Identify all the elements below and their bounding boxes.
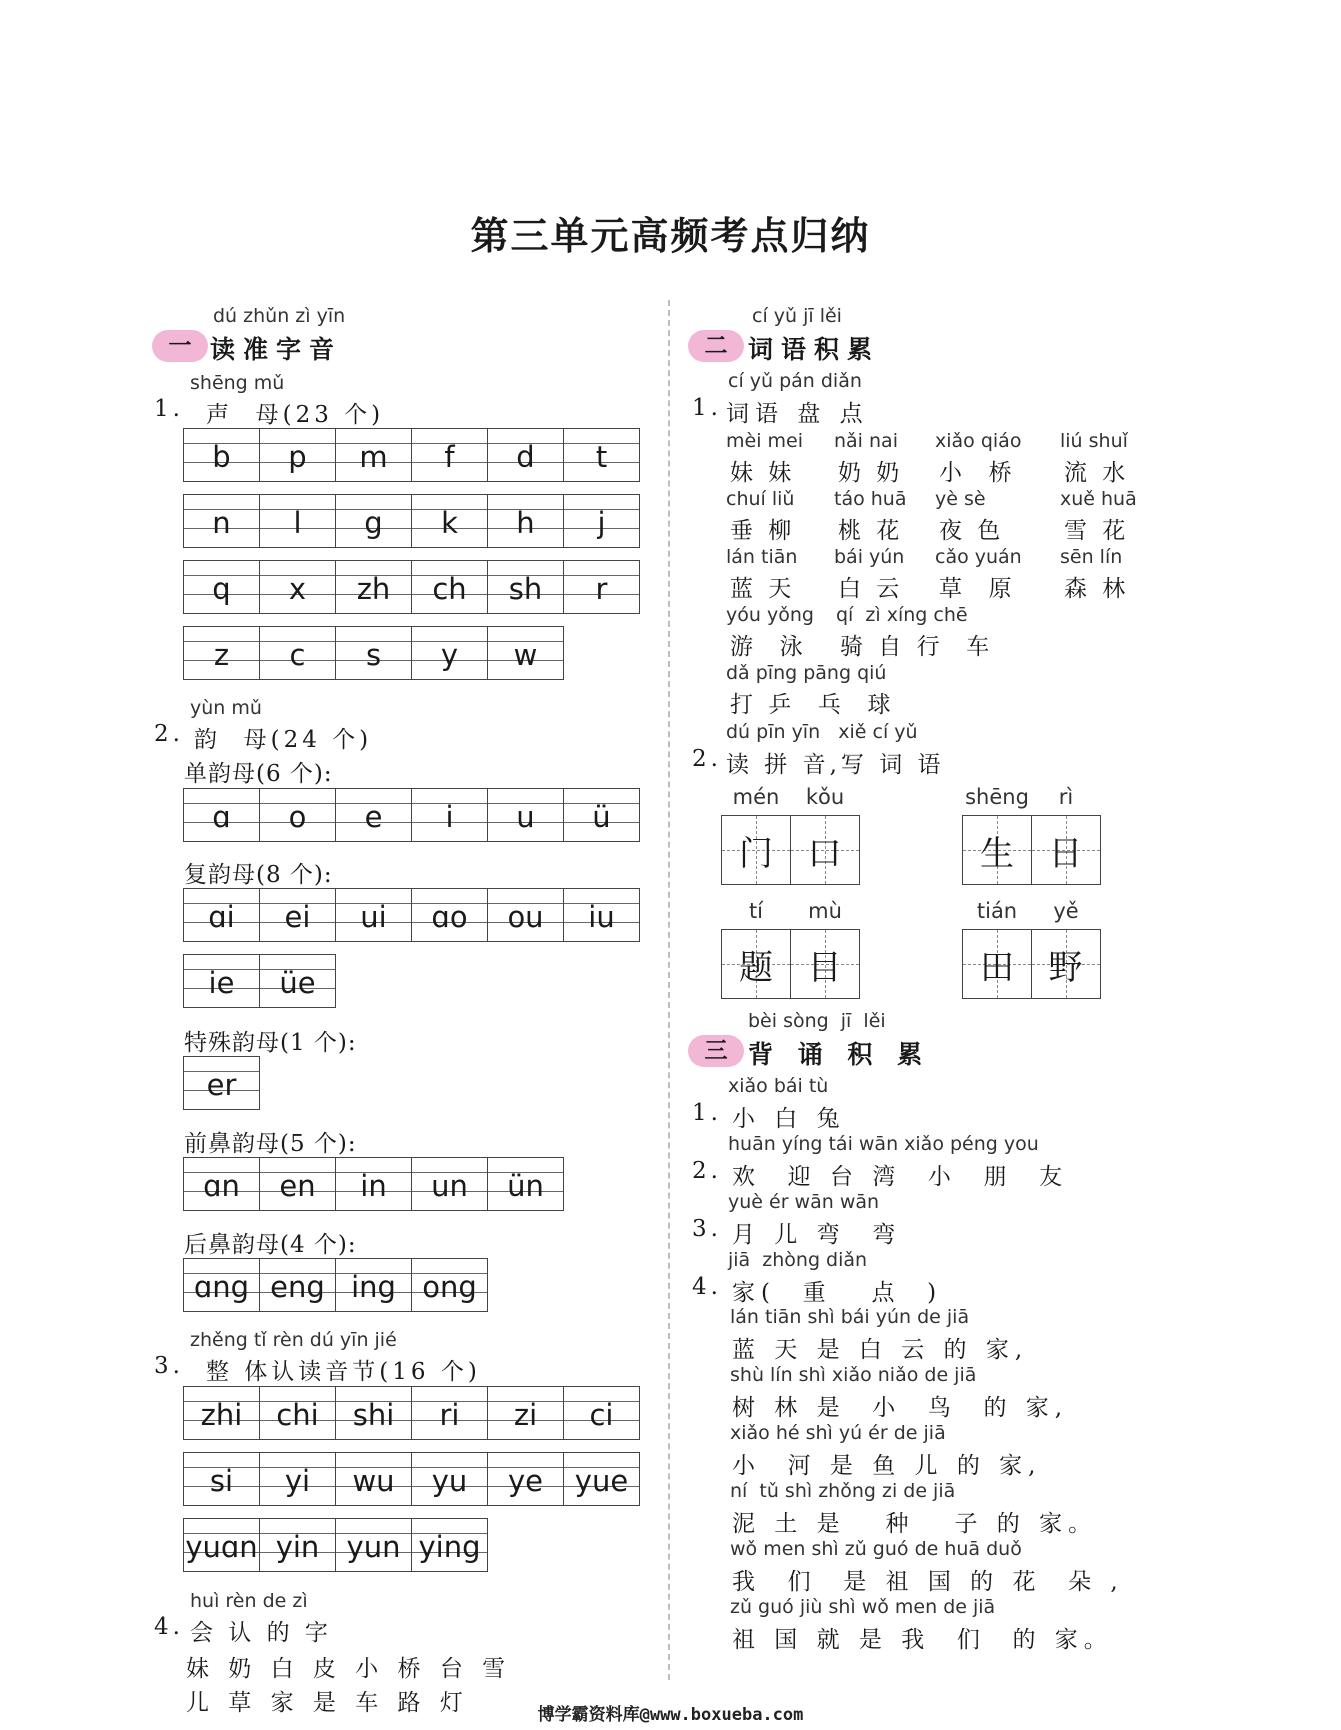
word-text: 游 泳 (730, 634, 807, 660)
word-pinyin: chuí liǔ (726, 488, 795, 510)
s4-label: 会 认 的 字 (190, 1620, 332, 1646)
chars-line-1: 妹 奶 白 皮 小 桥 台 雪 (186, 1656, 512, 1682)
qian-row (183, 1157, 564, 1211)
letter-cell (184, 560, 260, 614)
hou-row (183, 1258, 488, 1312)
letter-text: l (293, 506, 302, 540)
tianzige-cell (721, 929, 791, 999)
letter-cell (412, 888, 488, 942)
letter-text: chi (276, 1398, 319, 1432)
letter-cell (184, 788, 260, 842)
letter-cell (184, 1258, 260, 1312)
grid-pinyin: shēng (965, 785, 1029, 809)
recite-num: 3. (692, 1216, 722, 1242)
letter-cell (260, 788, 336, 842)
letter-text: h (516, 506, 535, 540)
s4-pinyin: huì rèn de zì (190, 1590, 308, 1612)
letter-cell (412, 788, 488, 842)
word-pinyin: xiǎo qiáo (935, 430, 1022, 452)
tianzige-char: 生 (980, 833, 1014, 874)
fu-row (183, 888, 640, 942)
letter-cell (260, 494, 336, 548)
poem-pinyin: shù lín shì xiǎo niǎo de jiā (730, 1364, 977, 1386)
letter-text: i (445, 800, 454, 834)
word-text: 桃 花 (838, 518, 904, 544)
letter-text: eng (270, 1270, 325, 1304)
poem-pinyin: ní tǔ shì zhǒng zi de jiā (730, 1480, 956, 1502)
tianzige-grid (962, 815, 1101, 885)
tianzige-cell (962, 929, 1032, 999)
letter-text: yue (574, 1464, 629, 1498)
letter-text: d (516, 440, 535, 474)
letter-text: ɑng (193, 1270, 250, 1304)
fu-row (183, 954, 336, 1008)
letter-cell (184, 428, 260, 482)
sec2-s2-num: 2. (692, 746, 722, 772)
recite-num: 4. (692, 1274, 722, 1300)
letter-text: m (359, 440, 388, 474)
letter-cell (336, 1157, 412, 1211)
word-pinyin: táo huā (834, 488, 907, 510)
letter-cell (488, 1452, 564, 1506)
letter-cell (412, 494, 488, 548)
letter-text: zhi (200, 1398, 243, 1432)
word-pinyin: sēn lín (1060, 546, 1123, 568)
letter-text: zi (513, 1398, 538, 1432)
s2-pinyin: yùn mǔ (190, 697, 262, 719)
letter-cell (488, 494, 564, 548)
letter-cell (260, 1518, 336, 1572)
shengmu-row (183, 626, 564, 680)
tianzige-cell (790, 929, 860, 999)
letter-text: zh (356, 572, 391, 606)
word-pinyin: cǎo yuán (935, 546, 1022, 568)
letter-text: ye (507, 1464, 543, 1498)
letter-text: s (365, 638, 382, 672)
s1-pinyin: shēng mǔ (190, 372, 285, 394)
s3-pinyin: zhěng tǐ rèn dú yīn jié (190, 1329, 397, 1351)
word-pinyin: mèi mei (726, 430, 803, 452)
letter-text: x (288, 572, 307, 606)
letter-text: ɑi (208, 900, 235, 934)
letter-cell (336, 1452, 412, 1506)
letter-text: n (212, 506, 231, 540)
letter-text: wu (352, 1464, 395, 1498)
letter-cell (260, 1258, 336, 1312)
letter-text: b (212, 440, 231, 474)
letter-text: y (440, 638, 459, 672)
word-text: 蓝 天 (730, 576, 796, 602)
letter-text: k (441, 506, 458, 540)
zhengti-row (183, 1518, 488, 1572)
sec2-s1-label: 词语 盘 点 (726, 401, 869, 427)
letter-text: z (213, 638, 230, 672)
letter-text: u (516, 800, 535, 834)
page-title: 第三单元高频考点归纳 (470, 214, 871, 258)
tianzige-grid (721, 929, 860, 999)
letter-cell (564, 428, 640, 482)
letter-text: e (364, 800, 383, 834)
letter-text: q (212, 572, 231, 606)
grid-pinyin: mén (732, 785, 780, 809)
letter-cell (336, 888, 412, 942)
letter-text: shi (352, 1398, 395, 1432)
zhengti-row (183, 1386, 640, 1440)
letter-text: ing (351, 1270, 396, 1304)
letter-cell (184, 1452, 260, 1506)
letter-cell (184, 1056, 260, 1110)
letter-text: en (279, 1169, 316, 1203)
letter-cell (336, 1518, 412, 1572)
letter-text: p (288, 440, 307, 474)
recite-title: 月 儿 弯 弯 (732, 1222, 902, 1248)
letter-cell (260, 888, 336, 942)
letter-text: j (597, 506, 606, 540)
sec1-pinyin: dú zhǔn zì yīn (213, 305, 346, 327)
tianzige-cell (790, 815, 860, 885)
letter-text: f (444, 440, 455, 474)
letter-cell (412, 428, 488, 482)
s1-label: 声 母(23 个) (206, 402, 385, 428)
letter-cell (336, 560, 412, 614)
letter-cell (260, 954, 336, 1008)
letter-text: ün (507, 1169, 544, 1203)
tianzige-char: 门 (739, 833, 773, 874)
letter-cell (412, 1452, 488, 1506)
letter-cell (488, 626, 564, 680)
letter-text: g (364, 506, 383, 540)
footer-source: 博学霸资料库@www.boxueba.com (537, 1705, 804, 1725)
letter-cell (184, 1518, 260, 1572)
sec2-pinyin: cí yǔ jī lěi (752, 305, 842, 327)
letter-text: ɑo (431, 900, 468, 934)
tianzige-char: 目 (807, 947, 842, 988)
letter-text: si (209, 1464, 234, 1498)
letter-cell (412, 560, 488, 614)
letter-text: o (288, 800, 307, 834)
word-text: 奶 奶 (838, 460, 904, 486)
letter-text: ch (432, 572, 467, 606)
letter-text: ying (418, 1530, 481, 1564)
sec1-title: 读准字音 (210, 335, 343, 364)
letter-cell (564, 494, 640, 548)
shengmu-row (183, 428, 640, 482)
tianzige-grid (721, 815, 860, 885)
letter-cell (260, 626, 336, 680)
letter-text: ei (284, 900, 311, 934)
grid-pinyin: mù (808, 899, 842, 923)
letter-text: r (595, 572, 608, 606)
word-pinyin: nǎi nai (834, 430, 898, 452)
word-pinyin: dǎ pīng pāng qiú (726, 662, 887, 684)
poem-line: 我 们 是 祖 国 的 花 朵 , (732, 1569, 1124, 1595)
letter-text: ɑ (212, 800, 231, 834)
letter-text: yun (346, 1530, 401, 1564)
s2-label: 韵 母(24 个) (194, 727, 373, 753)
dan-row (183, 788, 640, 842)
letter-text: w (513, 638, 538, 672)
letter-text: ui (360, 900, 387, 934)
letter-text: yu (431, 1464, 468, 1498)
word-text: 流 水 (1064, 460, 1130, 486)
letter-cell (412, 1518, 488, 1572)
letter-cell (184, 626, 260, 680)
letter-text: ri (439, 1398, 460, 1432)
word-pinyin: bái yún (834, 546, 905, 568)
letter-text: c (289, 638, 306, 672)
letter-text: in (360, 1169, 387, 1203)
recite-pinyin: jiā zhòng diǎn (728, 1249, 868, 1271)
letter-cell (488, 428, 564, 482)
word-text: 森 林 (1064, 576, 1130, 602)
sec3-badge: 三 (688, 1035, 744, 1067)
letter-cell (260, 1386, 336, 1440)
sec2-s2-pinyin: dú pīn yīn xiě cí yǔ (726, 721, 918, 743)
word-text: 小 桥 (939, 460, 1016, 486)
tianzige-cell (1031, 929, 1101, 999)
tianzige-cell (1031, 815, 1101, 885)
shengmu-row (183, 494, 640, 548)
letter-text: sh (508, 572, 543, 606)
poem-pinyin: lán tiān shì bái yún de jiā (730, 1306, 970, 1328)
letter-cell (336, 788, 412, 842)
s4-num: 4. (154, 1614, 184, 1640)
poem-line: 泥 土 是 种 子 的 家。 (732, 1511, 1098, 1537)
letter-text: üe (279, 966, 316, 1000)
letter-cell (336, 428, 412, 482)
letter-text: ü (592, 800, 611, 834)
letter-text: ɑn (203, 1169, 240, 1203)
letter-text: ou (507, 900, 544, 934)
letter-cell (564, 560, 640, 614)
letter-text: yuɑn (185, 1530, 258, 1564)
letter-cell (184, 1386, 260, 1440)
recite-num: 2. (692, 1158, 722, 1184)
grid-pinyin: kǒu (805, 785, 845, 809)
tianzige-char: 题 (739, 947, 773, 988)
sec2-badge: 二 (688, 330, 744, 362)
word-pinyin: yóu yǒng (726, 604, 814, 626)
letter-text: un (431, 1169, 468, 1203)
recite-title: 家( 重 点 ) (732, 1280, 943, 1306)
column-divider (668, 300, 670, 1680)
letter-cell (564, 888, 640, 942)
letter-text: er (206, 1068, 237, 1102)
shengmu-row (183, 560, 640, 614)
letter-text: ci (589, 1398, 614, 1432)
qian-label: 前鼻韵母(5 个): (184, 1131, 357, 1157)
sec1-badge: 一 (152, 330, 208, 362)
te-label: 特殊韵母(1 个): (184, 1030, 357, 1056)
te-row (183, 1056, 260, 1110)
recite-pinyin: xiǎo bái tù (728, 1075, 829, 1097)
poem-line: 树 林 是 小 鸟 的 家, (732, 1395, 1069, 1421)
chars-line-2: 儿 草 家 是 车 路 灯 (186, 1690, 469, 1716)
letter-cell (488, 560, 564, 614)
letter-text: iu (588, 900, 615, 934)
letter-cell (184, 954, 260, 1008)
tianzige-cell (721, 815, 791, 885)
recite-title: 欢 迎 台 湾 小 朋 友 (732, 1164, 1069, 1190)
zhengti-row (183, 1452, 640, 1506)
letter-cell (260, 1157, 336, 1211)
letter-cell (488, 1157, 564, 1211)
recite-num: 1. (692, 1100, 722, 1126)
letter-text: yin (275, 1530, 320, 1564)
word-text: 夜 色 (939, 518, 1005, 544)
letter-text: ie (208, 966, 235, 1000)
sec2-s1-num: 1. (692, 395, 722, 421)
hou-label: 后鼻韵母(4 个): (184, 1232, 357, 1258)
recite-title: 小 白 兔 (732, 1106, 846, 1132)
letter-cell (260, 1452, 336, 1506)
letter-cell (564, 1386, 640, 1440)
tianzige-char: 田 (980, 947, 1014, 988)
letter-cell (260, 428, 336, 482)
letter-text: ong (422, 1270, 477, 1304)
sec2-s1-pinyin: cí yǔ pán diǎn (728, 370, 862, 392)
letter-cell (488, 888, 564, 942)
s1-num: 1. (154, 396, 184, 422)
letter-text: t (595, 440, 608, 474)
word-pinyin: lán tiān (726, 546, 798, 568)
tianzige-char: 口 (807, 833, 842, 874)
letter-cell (412, 1157, 488, 1211)
letter-cell (184, 1157, 260, 1211)
letter-cell (336, 1258, 412, 1312)
sec2-s2-label: 读 拼 音,写 词 语 (726, 752, 945, 778)
word-pinyin: yè sè (935, 488, 986, 510)
tianzige-cell (962, 815, 1032, 885)
poem-line: 小 河 是 鱼 儿 的 家, (732, 1453, 1042, 1479)
recite-pinyin: yuè ér wān wān (728, 1191, 880, 1213)
letter-cell (336, 494, 412, 548)
tianzige-grid (962, 929, 1101, 999)
poem-line: 祖 国 就 是 我 们 的 家。 (732, 1627, 1113, 1653)
grid-pinyin: yě (1053, 899, 1079, 923)
letter-cell (488, 788, 564, 842)
letter-text: yi (284, 1464, 311, 1498)
word-pinyin: liú shuǐ (1060, 430, 1128, 452)
dan-label: 单韵母(6 个): (184, 761, 333, 787)
grid-pinyin: tí (748, 899, 764, 923)
s3-label: 整 体认读音节(16 个) (206, 1359, 481, 1385)
s3-num: 3. (154, 1353, 184, 1379)
grid-pinyin: rì (1058, 785, 1074, 809)
word-text: 垂 柳 (730, 518, 796, 544)
letter-cell (336, 1386, 412, 1440)
tianzige-char: 野 (1048, 947, 1083, 988)
letter-cell (184, 494, 260, 548)
letter-cell (488, 1386, 564, 1440)
letter-cell (564, 1452, 640, 1506)
letter-cell (412, 1386, 488, 1440)
letter-cell (336, 626, 412, 680)
sec2-title: 词语积累 (748, 335, 881, 364)
word-text: 白 云 (838, 576, 904, 602)
letter-cell (412, 626, 488, 680)
sec3-pinyin: bèi sòng jī lěi (748, 1010, 886, 1032)
word-text: 打 乒 乓 球 (730, 692, 895, 718)
poem-pinyin: wǒ men shì zǔ guó de huā duǒ (730, 1538, 1022, 1560)
word-text: 草 原 (939, 576, 1016, 602)
poem-pinyin: xiǎo hé shì yú ér de jiā (730, 1422, 946, 1444)
word-pinyin: xuě huā (1060, 488, 1137, 510)
word-text: 妹 妹 (730, 460, 796, 486)
tianzige-char: 日 (1048, 833, 1083, 874)
sec3-title: 背 诵 积 累 (748, 1040, 931, 1069)
word-text: 雪 花 (1064, 518, 1130, 544)
letter-cell (184, 888, 260, 942)
letter-cell (564, 788, 640, 842)
s2-num: 2. (154, 721, 184, 747)
word-pinyin: qí zì xíng chē (836, 604, 968, 626)
letter-cell (260, 560, 336, 614)
recite-pinyin: huān yíng tái wān xiǎo péng you (728, 1133, 1039, 1155)
fu-label: 复韵母(8 个): (184, 862, 333, 888)
grid-pinyin: tián (976, 899, 1018, 923)
poem-pinyin: zǔ guó jiù shì wǒ men de jiā (730, 1596, 996, 1618)
word-text: 骑 自 行 车 (840, 634, 994, 660)
poem-line: 蓝 天 是 白 云 的 家, (732, 1337, 1029, 1363)
letter-cell (412, 1258, 488, 1312)
